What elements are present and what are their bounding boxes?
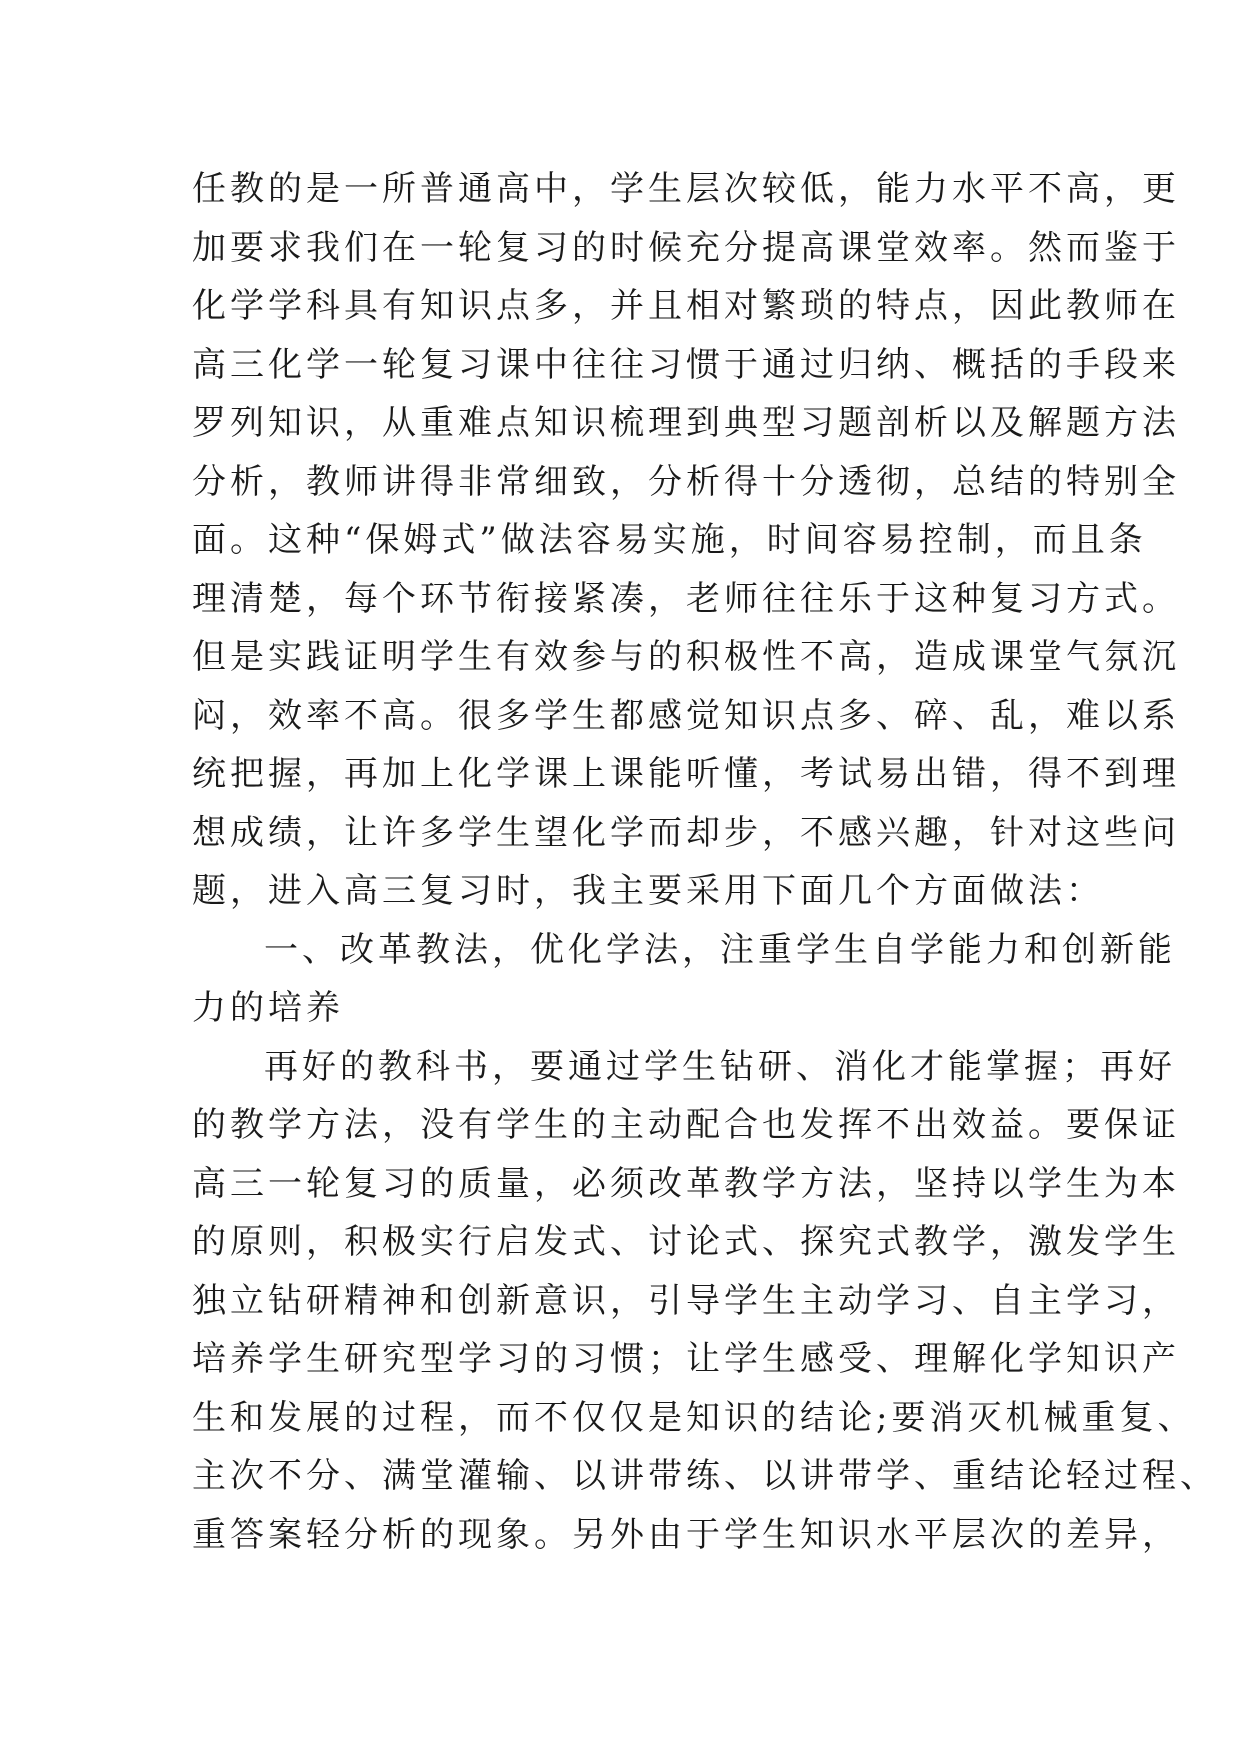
- text-line: 闷，效率不高。很多学生都感觉知识点多、碎、乱，难以系: [192, 695, 1180, 736]
- body-text: [192, 160, 1218, 1564]
- text-line: 题，进入高三复习时，我主要采用下面几个方面做法：: [192, 871, 1104, 911]
- text-line: 高三一轮复习的质量，必须改革教学方法，坚持以学生为本: [192, 1163, 1180, 1204]
- text-line: 主次不分、满堂灌输、以讲带练、以讲带学、重结论轻过程、: [192, 1456, 1218, 1496]
- text-line: 想成绩，让许多学生望化学而却步，不感兴趣，针对这些问: [192, 812, 1180, 853]
- text-line: 独立钻研精神和创新意识，引导学生主动学习、自主学习，: [192, 1280, 1180, 1321]
- text-line: 统把握，再加上化学课上课能听懂，考试易出错，得不到理: [192, 754, 1180, 794]
- text-line: 但是实践证明学生有效参与的积极性不高，造成课堂气氛沉: [192, 637, 1180, 677]
- text-line: 罗列知识，从重难点知识梳理到典型习题剖析以及解题方法: [192, 403, 1180, 443]
- text-line: 重答案轻分析的现象。另外由于学生知识水平层次的差异，: [192, 1514, 1180, 1555]
- text-line: 生和发展的过程，而不仅仅是知识的结论;要消灭机械重复、: [192, 1397, 1196, 1438]
- text-line: 的教学方法，没有学生的主动配合也发挥不出效益。要保证: [192, 1105, 1180, 1145]
- text-line: 理清楚，每个环节衔接紧凑，老师往往乐于这种复习方式。: [192, 578, 1180, 619]
- text-line: 面。这种“保姆式”做法容易实施，时间容易控制，而且条: [192, 520, 1147, 560]
- text-line: 任教的是一所普通高中，学生层次较低，能力水平不高，更: [192, 169, 1180, 209]
- text-line: 高三化学一轮复习课中往往习惯于通过归纳、概括的手段来: [192, 344, 1180, 385]
- section-heading-line: 力的培养: [192, 988, 344, 1028]
- section-heading-line: 一、改革教法，优化学法，注重学生自学能力和创新能: [264, 929, 1176, 970]
- text-line: 加要求我们在一轮复习的时候充分提高课堂效率。然而鉴于: [192, 227, 1180, 268]
- text-line: 分析，教师讲得非常细致，分析得十分透彻，总结的特别全: [192, 461, 1180, 502]
- text-line: 再好的教科书，要通过学生钻研、消化才能掌握；再好: [264, 1046, 1176, 1087]
- text-line: 的原则，积极实行启发式、讨论式、探究式教学，激发学生: [192, 1222, 1180, 1262]
- text-line: 化学学科具有知识点多，并且相对繁琐的特点，因此教师在: [192, 286, 1180, 326]
- text-line: 培养学生研究型学习的习惯；让学生感受、理解化学知识产: [192, 1339, 1180, 1379]
